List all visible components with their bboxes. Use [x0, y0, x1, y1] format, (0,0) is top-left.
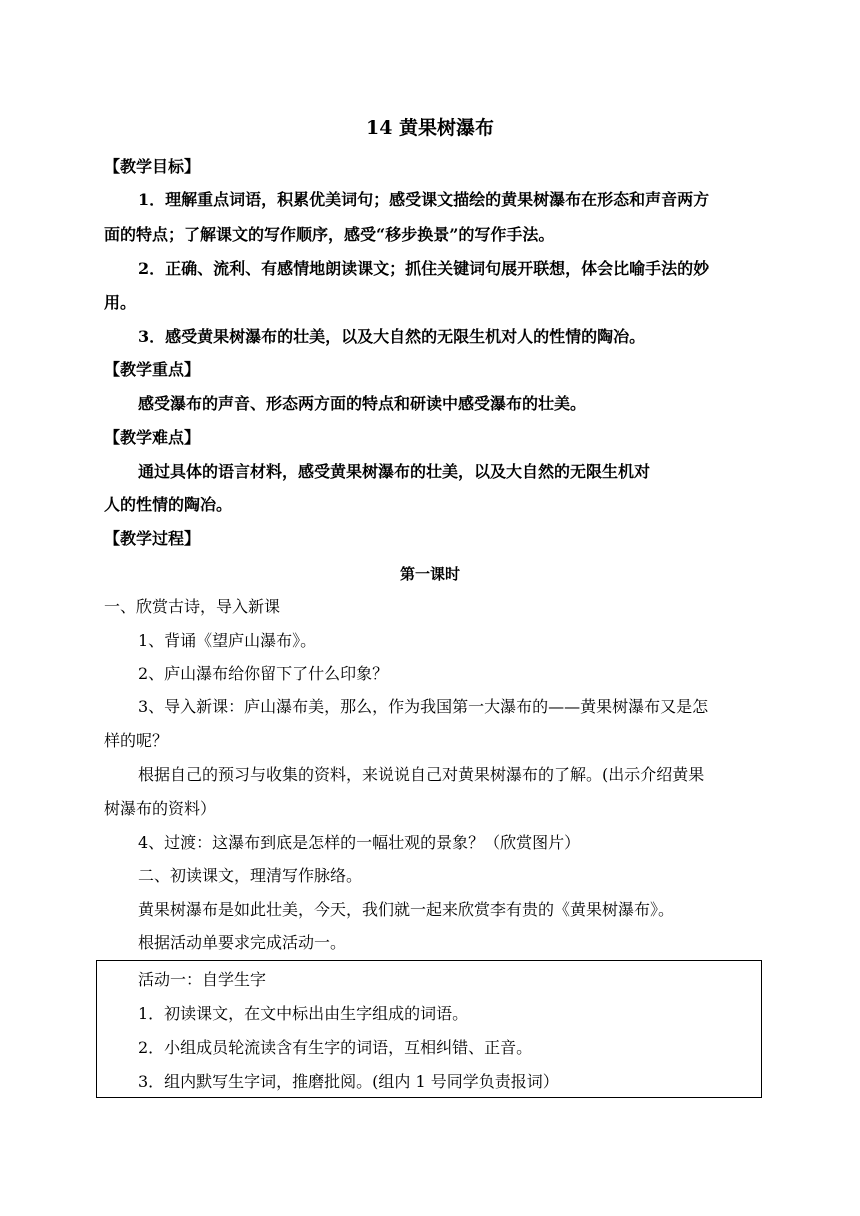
- goal-2-line-2: 用。: [104, 293, 137, 312]
- goal-1-line-1: 1．理解重点词语，积累优美词句；感受课文描绘的黄果树瀑布在形态和声音两方: [138, 190, 710, 209]
- step-1: 1、背诵《望庐山瀑布》。: [138, 631, 317, 650]
- intro-paragraph: 黄果树瀑布是如此壮美，今天，我们就一起来欣赏李有贵的《黄果树瀑布》。: [138, 900, 675, 919]
- difficulties-line-1: 通过具体的语言材料，感受黄果树瀑布的壮美，以及大自然的无限生机对: [138, 462, 651, 481]
- goals-heading: 【教学目标】: [104, 157, 201, 176]
- difficulties-line-2: 人的性情的陶冶。: [104, 495, 233, 514]
- activity-instruction: 根据活动单要求完成活动一。: [138, 933, 347, 952]
- step-2: 2、庐山瀑布给你留下了什么印象？: [138, 664, 389, 683]
- step-3-line-2: 样的呢？: [104, 731, 169, 750]
- step-4: 4、过渡：这瀑布到底是怎样的一幅壮观的景象？（欣赏图片）: [138, 833, 581, 852]
- preview-line-1: 根据自己的预习与收集的资料，来说说自己对黄果树瀑布的了解。(出示介绍黄果: [138, 765, 705, 784]
- goal-1-line-2: 面的特点；了解课文的写作顺序，感受“移步换景”的写作手法。: [104, 225, 555, 244]
- difficulties-heading: 【教学难点】: [104, 428, 201, 447]
- activity-item-2: 2．小组成员轮流读含有生字的词语，互相纠错、正音。: [138, 1038, 533, 1057]
- key-points-heading: 【教学重点】: [104, 360, 201, 379]
- section-1-heading: 一、欣赏古诗，导入新课: [104, 597, 281, 616]
- key-points-text: 感受瀑布的声音、形态两方面的特点和研读中感受瀑布的壮美。: [138, 394, 587, 413]
- goal-2-line-1: 2．正确、流利、有感情地朗读课文；抓住关键词句展开联想，体会比喻手法的妙: [138, 259, 710, 278]
- step-3-line-1: 3、导入新课：庐山瀑布美，那么，作为我国第一大瀑布的——黄果树瀑布又是怎: [138, 697, 709, 716]
- section-2-heading: 二、初读课文，理清写作脉络。: [138, 866, 363, 885]
- activity-item-3: 3．组内默写生字词，推磨批阅。(组内 1 号同学负责报词）: [138, 1072, 559, 1091]
- activity-title: 活动一：自学生字: [138, 970, 267, 989]
- process-heading: 【教学过程】: [104, 529, 201, 548]
- preview-line-2: 树瀑布的资料）: [104, 799, 217, 818]
- lesson-heading: 第一课时: [399, 565, 460, 583]
- document-title: 14 黄果树瀑布: [365, 117, 495, 139]
- activity-item-1: 1．初读课文，在文中标出由生字组成的词语。: [138, 1004, 469, 1023]
- goal-3: 3．感受黄果树瀑布的壮美，以及大自然的无限生机对人的性情的陶冶。: [138, 327, 646, 346]
